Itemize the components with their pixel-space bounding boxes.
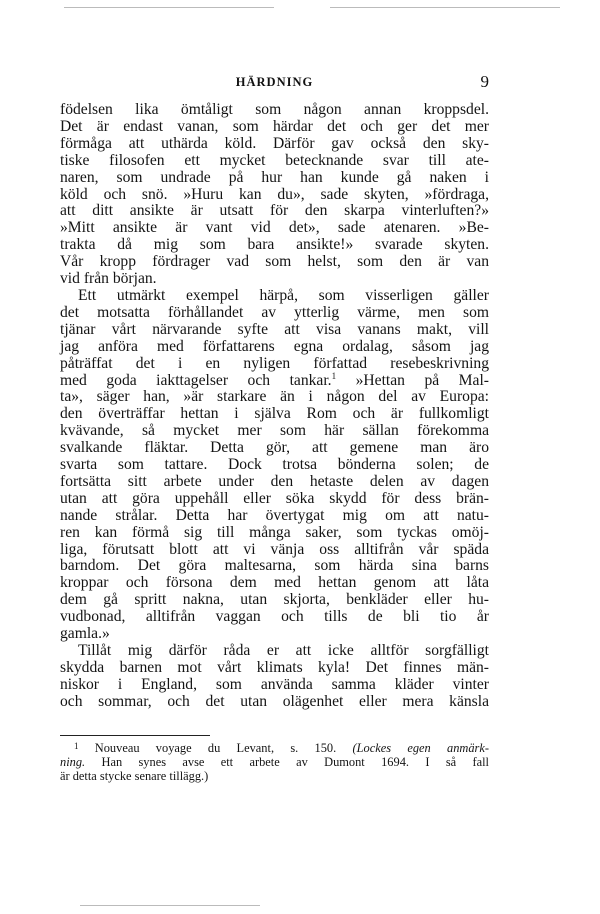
text-line: och sommar, och det utan olägenhet eller mera känsla [60,692,489,710]
text-segment: »Hettan på Mal- [336,371,489,389]
text-line: det motsatta förhållandet av ytterlig värme, men som [60,303,489,321]
text-line: att ditt ansikte är utsatt för den skarpa vinterluften?» [60,202,489,220]
running-head: HÄRDNING [235,75,314,89]
footnote-reference: 1 [331,370,337,381]
text-line: födelsen lika ömtåligt som någon annan kroppsdel. [60,101,489,118]
text-line: Tillåt mig därför råda er att icke alltför sorgfälligt [78,642,489,659]
text-line: jag anföra med författarens egna ordalag, såsom jag [60,337,489,355]
text-line: svarta som tattare. Dock trotsa bönderna solen; de [60,456,489,474]
paragraph-3 [60,643,489,711]
text-segment: med goda iakttagelser och tankar. [60,371,332,389]
footnote-text: Han synes avse ett arbete av Dumont 1694. I så fall [85,755,489,770]
text-line: vudbonad, alltifrån vaggan och tills de bli tio år [60,608,489,626]
footnote-line [60,755,489,769]
text-line: Vår kropp fördrager vad som helst, som den är van [60,253,489,271]
body-text [60,102,489,711]
text-line: trakta då mig som bara ansikte!» svarade skyten. [60,236,489,254]
footnote-rule [60,735,210,736]
text-line: Ett utmärkt exempel härpå, som visserligen gäller [78,286,489,304]
text-line: fortsätta sitt arbete under den hetaste delen av dagen [60,472,489,490]
page-number: 9 [480,72,489,91]
top-edge-rule-right [330,7,560,8]
text-line: svalkande fläktar. Detta gör, att gemene man äro [60,439,489,457]
text-line: skydda barnen mot vårt klimats kyla! Det finnes män- [60,658,489,676]
text-line: naren, som undrade på hur han kunde gå naken i [60,168,489,186]
text-line: vid från början. [60,270,157,288]
text-line: nande strålar. Detta har övertygat mig om att natu- [60,506,489,524]
paragraph-1 [60,102,489,288]
text-line: gamla.» [60,625,110,643]
text-line-with-footnote [60,370,489,390]
text-line: utan att göra uppehåll eller söka skydd för dess brän- [60,489,489,507]
text-line: Det är endast vanan, som härdar det och ger det mer [60,117,489,135]
paragraph-2 [60,288,489,643]
footnote-italic-text: (Lockes egen anmärk- [352,741,489,755]
text-line: dem gå spritt nakna, utan skjorta, benkläder eller hu- [60,591,489,609]
page-header [60,72,489,92]
text-line: tjänar vårt närvarande syfte att visa vanans makt, vill [60,320,489,338]
text-line: den överträffar hettan i själva Rom och är fullkomligt [60,405,489,423]
text-line: »Mitt ansikte är vant vid det», sade atenaren. »Be- [60,219,489,237]
footnote [60,739,489,784]
text-line: ren kan förmå sig till många saker, som tyckas omöj- [60,523,489,541]
footnote-line [60,739,489,755]
text-line: tiske filosofen ett mycket betecknande svar till ate- [60,151,489,169]
text-line: köld och snö. »Huru kan du», sade skyten, »fördraga, [60,185,489,203]
text-line: ta», säger han, »är starkare än i någon del av Europa: [60,388,489,406]
footnote-line: är detta stycke senare tillägg.) [60,769,209,784]
top-edge-rule [64,7,274,8]
bottom-edge-rule [80,905,260,906]
footnote-mark: 1 [74,741,79,751]
text-line: niskor i England, som använda samma kläder vinter [60,675,489,693]
text-line: kroppar och försona dem med hettan genom att låta [60,574,489,592]
text-line: kvävande, så mycket mer som här sällan förekomma [60,422,489,440]
footnote-text: Nouveau voyage du Levant, s. 150. [78,741,353,755]
text-line: förmåga att uthärda köld. Därför gav också den sky- [60,134,489,152]
text-line: påträffat det i en nyligen författad resebeskrivning [60,354,489,372]
text-line: barndom. Det göra maltesarna, som härda sina barns [60,557,489,575]
text-line: liga, förutsatt blott att vi vänja oss alltifrån vår späda [60,540,489,558]
footnote-italic-text: ning. [60,755,86,770]
